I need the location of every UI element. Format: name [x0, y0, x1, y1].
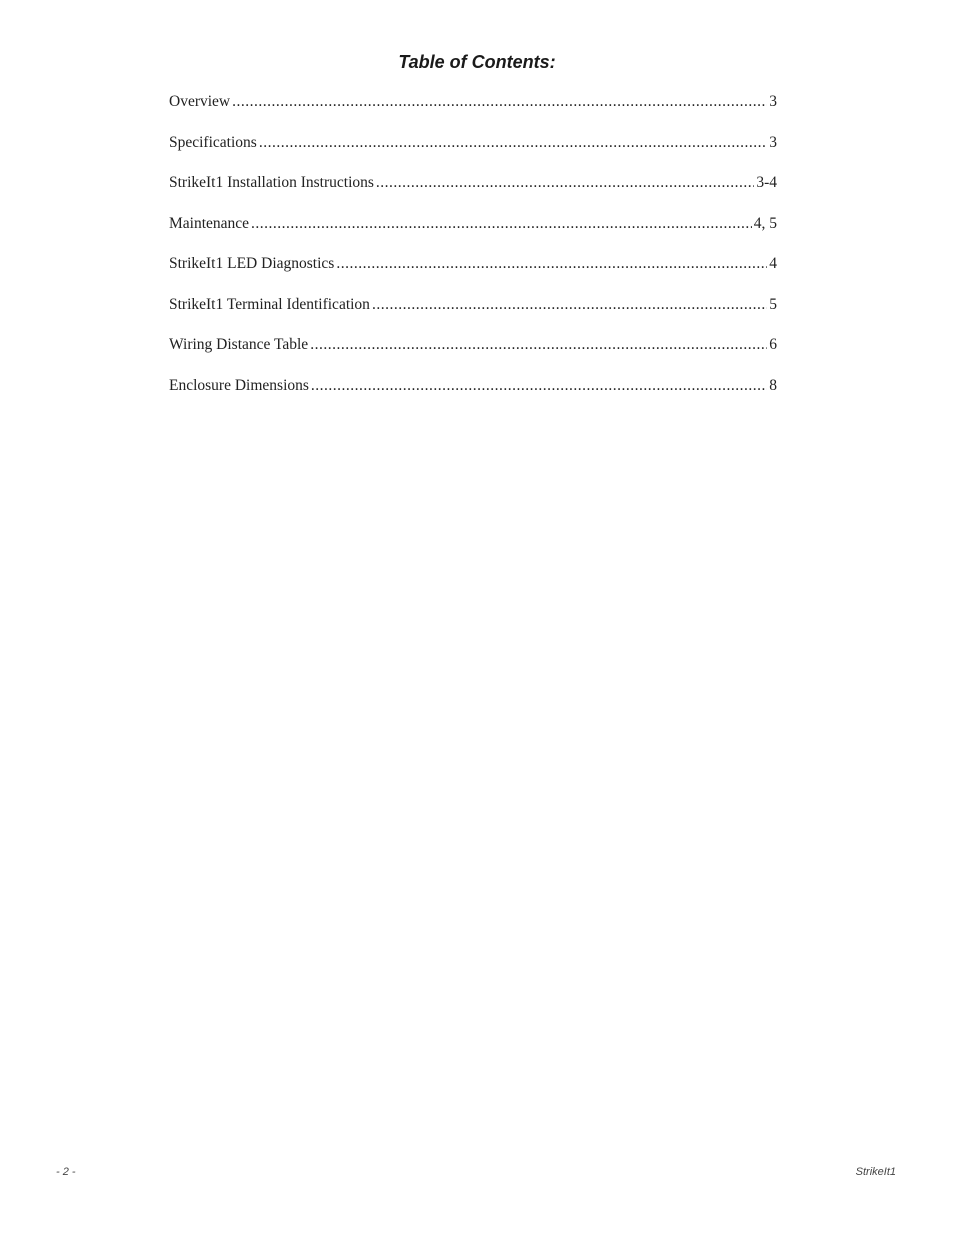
toc-entry-page: 8: [769, 376, 777, 394]
toc-leader-dots: [232, 93, 767, 111]
footer-page-number: - 2 -: [56, 1166, 76, 1178]
toc-entry-label: StrikeIt1 Installation Instructions: [169, 174, 374, 191]
toc-entry-terminal-identification: [169, 296, 777, 337]
toc-entry-label: StrikeIt1 LED Diagnostics: [169, 255, 335, 272]
toc-title: Table of Contents:: [398, 52, 556, 72]
toc-leader-dots: [251, 215, 752, 233]
toc-entry-label: StrikeIt1 Terminal Identification: [169, 295, 370, 313]
toc-leader-dots: [336, 255, 767, 273]
toc-entry-overview: [169, 93, 777, 134]
toc-entry-page: 3: [769, 93, 777, 110]
toc-entry-page: 4, 5: [753, 214, 777, 232]
toc-leader-dots: [311, 377, 767, 395]
toc-entry-label: Maintenance: [169, 214, 250, 232]
toc-leader-dots: [259, 134, 767, 152]
toc-leader-dots: [376, 174, 754, 192]
toc-entry-label: Specifications: [169, 133, 257, 151]
toc-entry-wiring-distance-table: [169, 336, 777, 377]
footer-product-name: StrikeIt1: [855, 1166, 896, 1178]
toc-entry-page: 6: [769, 336, 777, 353]
toc-leader-dots: [372, 296, 767, 314]
toc-entry-label: Enclosure Dimensions: [169, 376, 309, 394]
toc-entry-installation-instructions: [169, 174, 777, 215]
toc-entry-page: 4: [769, 255, 777, 272]
toc-entry-label: Wiring Distance Table: [169, 336, 309, 353]
toc-entry-enclosure-dimensions: [169, 377, 777, 418]
toc-entry-page: 3-4: [756, 174, 777, 191]
toc-leader-dots: [310, 336, 767, 354]
toc-entry-page: 3: [769, 133, 777, 151]
toc-entry-maintenance: [169, 215, 777, 256]
toc-entry-page: 5: [769, 295, 777, 313]
toc-entry-label: Overview: [169, 93, 231, 110]
toc-list: [169, 93, 777, 417]
toc-entry-led-diagnostics: [169, 255, 777, 296]
toc-entry-specifications: [169, 134, 777, 175]
